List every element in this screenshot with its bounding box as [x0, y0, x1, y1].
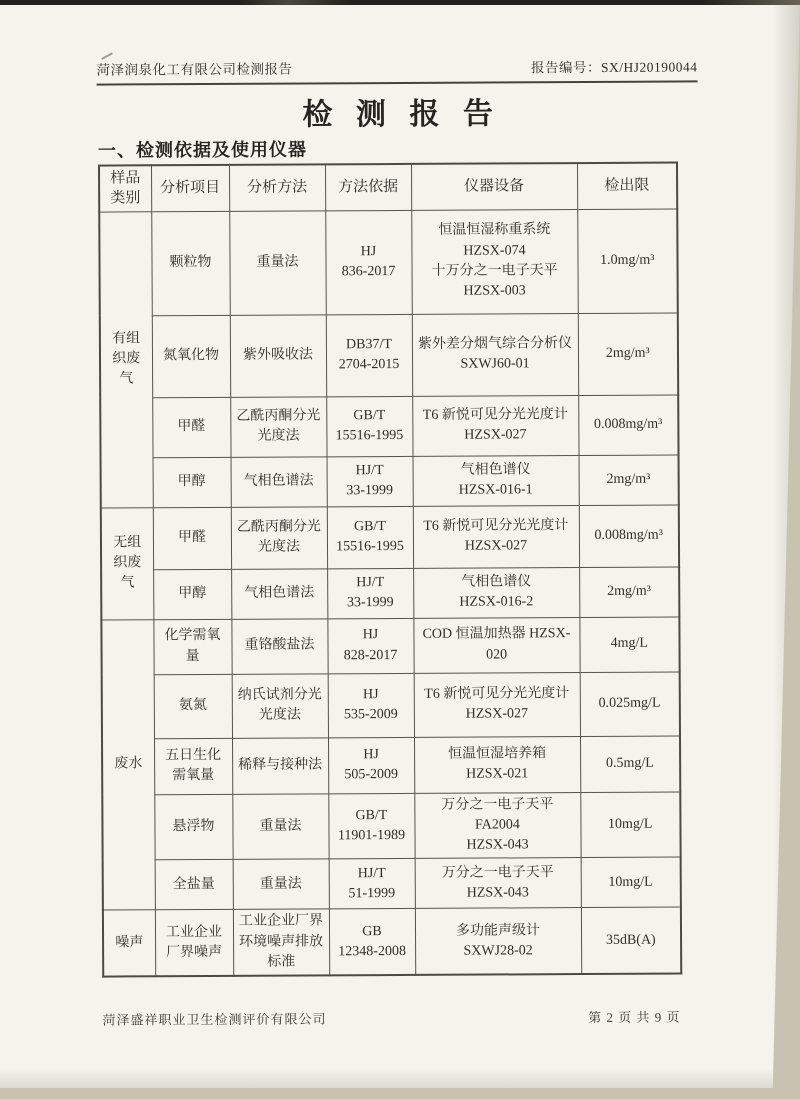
instrument-cell: T6 新悦可见分光光度计 HZSX-027	[412, 395, 578, 456]
analysis-method-cell: 重量法	[229, 210, 326, 315]
table-header-row	[99, 163, 677, 212]
detection-limit-cell: 1.0mg/m³	[577, 209, 678, 314]
table-row	[103, 857, 681, 910]
footer-company-name: 菏泽盛祥职业卫生检测评价有限公司	[102, 1011, 327, 1028]
detection-limit-cell: 0.008mg/m³	[579, 505, 679, 568]
analysis-method-cell: 重铬酸盐法	[231, 618, 327, 674]
instrument-cell: COD 恒温加热器 HZSX-020	[413, 617, 579, 673]
header-analysis-method: 分析方法	[229, 164, 325, 211]
detection-limit-cell: 10mg/L	[581, 857, 681, 908]
sample-category-cell: 无组 织废 气	[101, 507, 154, 619]
detection-limit-cell: 0.5mg/L	[580, 736, 680, 793]
table-row	[100, 313, 678, 398]
detection-limit-cell: 4mg/L	[579, 617, 679, 673]
analysis-item-cell: 甲醇	[153, 457, 231, 507]
table-row	[101, 505, 679, 570]
document-header	[96, 55, 697, 85]
detection-limit-cell: 0.008mg/m³	[578, 395, 678, 456]
analysis-method-cell: 纳氏试剂分光光度法	[232, 673, 328, 738]
header-instrument: 仪器设备	[411, 163, 577, 210]
analysis-item-cell: 氮氧化物	[152, 315, 230, 397]
analysis-item-cell: 工业企业厂界噪声	[155, 910, 233, 977]
header-sample-category: 样品 类别	[99, 165, 151, 211]
header-method-basis: 方法依据	[325, 164, 411, 210]
instrument-cell: 万分之一电子天平 FA2004 HZSX-043	[414, 792, 580, 859]
method-basis-cell: GB 12348-2008	[329, 909, 415, 976]
detection-limit-cell: 10mg/L	[580, 792, 680, 858]
analysis-item-cell: 全盐量	[155, 860, 233, 910]
analysis-item-cell: 悬浮物	[154, 794, 232, 860]
detection-limit-cell: 2mg/m³	[579, 567, 679, 618]
method-basis-cell: HJ/T 51-1999	[329, 859, 415, 909]
method-basis-cell: GB/T 15516-1995	[327, 506, 413, 568]
instrument-cell: 恒温恒湿称重系统 HZSX-074 十万分之一电子天平 HZSX-003	[411, 209, 578, 314]
sample-category-cell: 有组 织废 气	[99, 211, 153, 507]
analysis-item-cell: 甲醛	[152, 397, 230, 457]
document-footer	[102, 1007, 680, 1029]
analysis-method-cell: 稀释与接种法	[232, 737, 328, 794]
method-basis-cell: DB37/T 2704-2015	[326, 314, 412, 396]
instrument-cell: 紫外差分烟气综合分析仪 SXWJ60-01	[412, 313, 578, 396]
analysis-method-cell: 重量法	[232, 793, 328, 859]
method-basis-cell: HJ 505-2009	[328, 737, 414, 793]
footer-page-number: 第 2 页 共 9 页	[588, 1009, 681, 1026]
header-company-name: 菏泽润泉化工有限公司检测报告	[96, 61, 293, 78]
sample-category-cell: 废水	[101, 619, 155, 910]
instrument-cell: 气相色谱仪 HZSX-016-1	[413, 455, 579, 506]
page-content	[0, 3, 800, 1090]
table-row	[99, 209, 678, 316]
table-row	[103, 907, 681, 976]
analysis-method-cell: 工业企业厂界环境噪声排放标准	[233, 909, 329, 976]
instrument-cell: 万分之一电子天平 HZSX-043	[415, 858, 581, 909]
inspection-basis-table	[98, 162, 682, 978]
table-row	[102, 736, 680, 795]
table-row	[102, 792, 680, 861]
table-row	[102, 672, 680, 739]
section-heading: 一、检测依据及使用仪器	[97, 139, 307, 161]
method-basis-cell: HJ/T 33-1999	[327, 456, 413, 506]
sample-category-cell: 噪声	[103, 910, 155, 977]
instrument-cell: T6 新悦可见分光光度计 HZSX-027	[413, 505, 579, 568]
analysis-method-cell: 乙酰丙酮分光光度法	[231, 506, 327, 569]
analysis-method-cell: 气相色谱法	[231, 568, 327, 619]
detection-limit-cell: 35dB(A)	[581, 907, 681, 974]
analysis-method-cell: 乙酰丙酮分光光度法	[230, 396, 326, 457]
instrument-cell: 气相色谱仪 HZSX-016-2	[413, 567, 579, 618]
report-number: 报告编号：SX/HJ20190044	[530, 59, 698, 76]
instrument-cell: 恒温恒湿培养箱 HZSX-021	[414, 736, 580, 793]
analysis-method-cell: 重量法	[233, 859, 329, 910]
analysis-method-cell: 紫外吸收法	[230, 314, 326, 397]
header-detection-limit: 检出限	[577, 163, 677, 210]
method-basis-cell: HJ 836-2017	[325, 210, 412, 314]
analysis-item-cell: 五日生化需氧量	[154, 738, 232, 794]
report-title: 检 测 报 告	[302, 97, 502, 132]
analysis-item-cell: 甲醛	[153, 507, 231, 569]
analysis-item-cell: 氨氮	[154, 674, 232, 738]
detection-limit-cell: 2mg/m³	[578, 313, 678, 396]
instrument-cell: T6 新悦可见分光光度计 HZSX-027	[414, 672, 580, 737]
method-basis-cell: HJ 828-2017	[327, 618, 413, 673]
method-basis-cell: GB/T 11901-1989	[328, 793, 414, 859]
table-row	[101, 617, 679, 675]
method-basis-cell: HJ/T 33-1999	[327, 568, 413, 618]
table-row	[101, 455, 679, 508]
header-analysis-item: 分析项目	[151, 165, 229, 211]
detection-limit-cell: 2mg/m³	[579, 455, 679, 506]
detection-limit-cell: 0.025mg/L	[580, 672, 680, 737]
table-row	[100, 395, 678, 458]
table-row	[101, 567, 679, 620]
analysis-item-cell: 颗粒物	[151, 211, 230, 315]
analysis-item-cell: 化学需氧量	[153, 619, 231, 674]
instrument-cell: 多功能声级计 SXWJ28-02	[415, 908, 581, 975]
method-basis-cell: HJ 535-2009	[328, 673, 414, 737]
analysis-method-cell: 气相色谱法	[231, 456, 327, 507]
method-basis-cell: GB/T 15516-1995	[326, 396, 412, 456]
analysis-item-cell: 甲醇	[153, 569, 231, 619]
